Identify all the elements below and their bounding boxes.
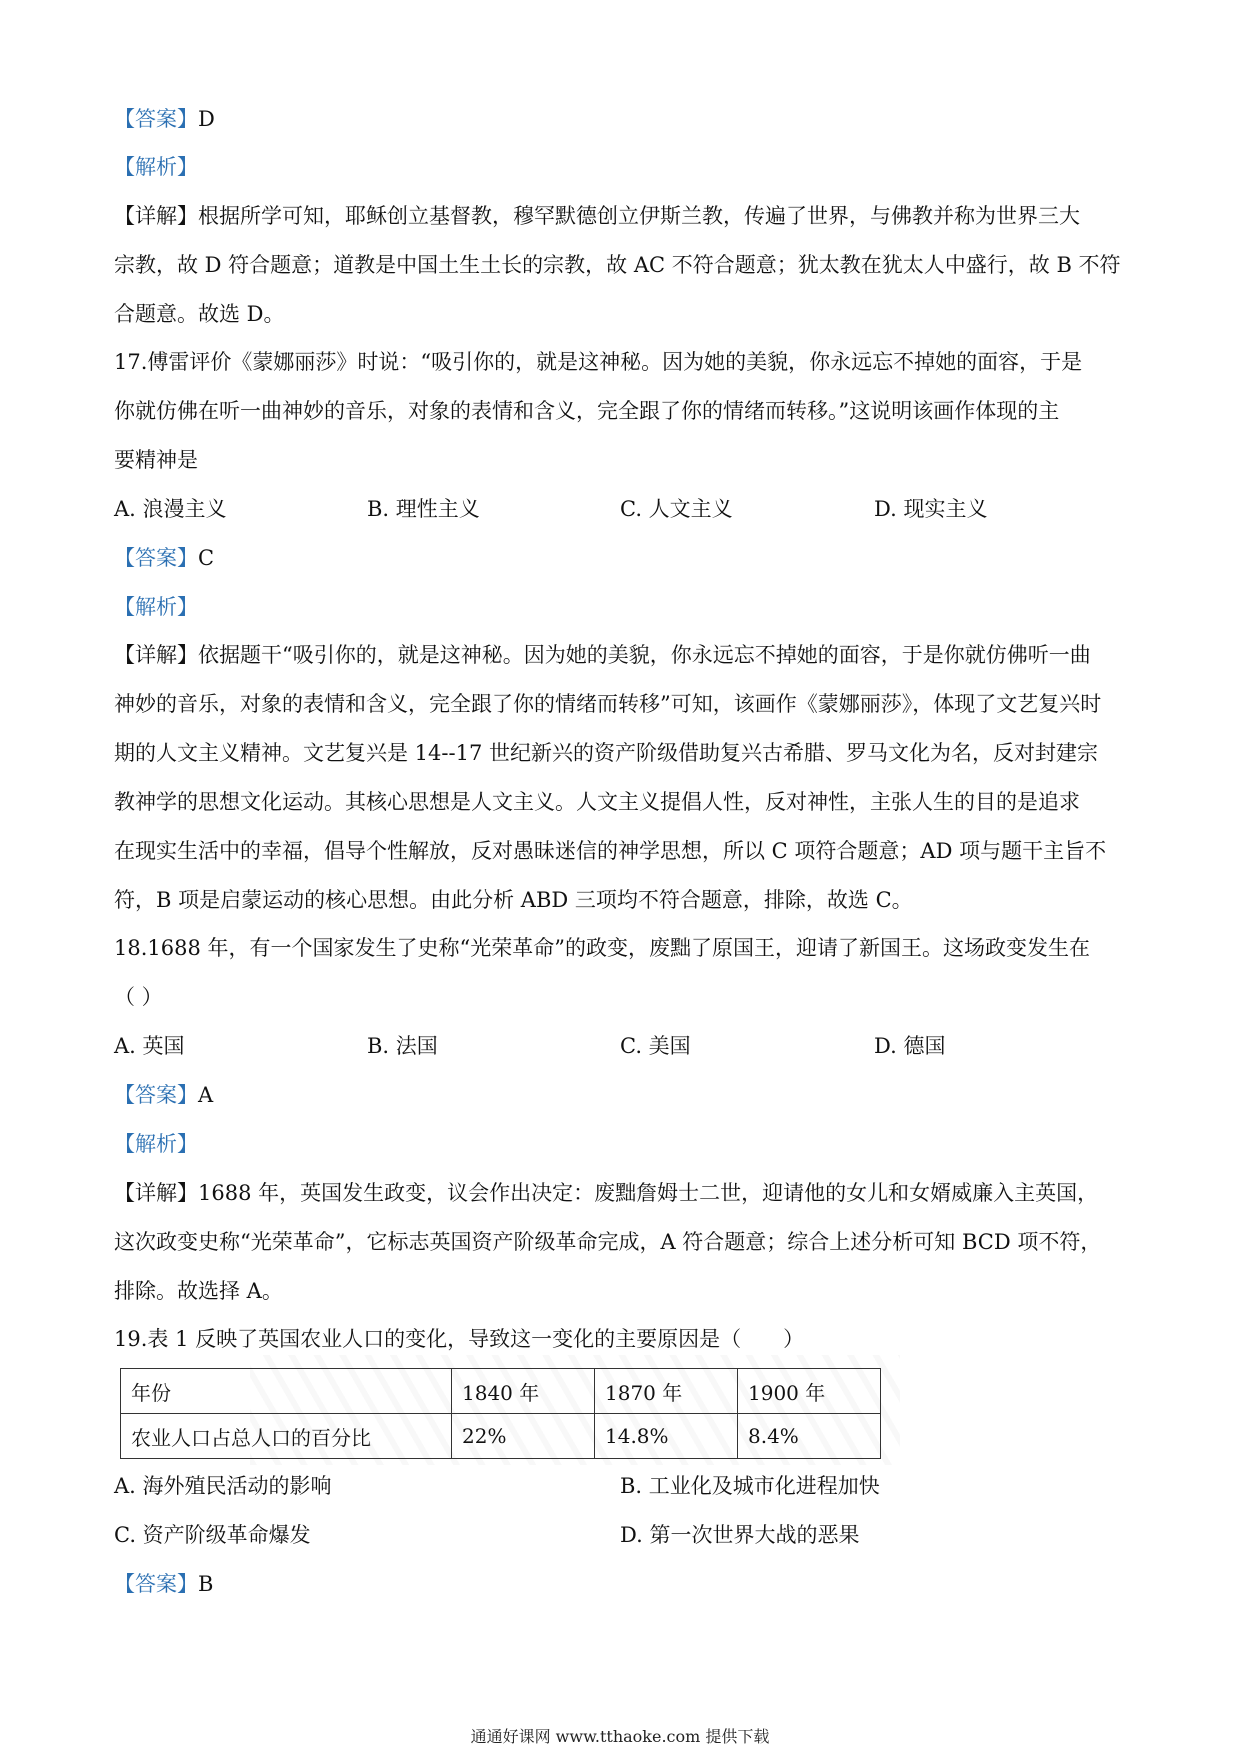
- q17-stem-line-3: 要精神是: [114, 448, 198, 472]
- q18-analysis-tag: [114, 1130, 198, 1158]
- answer-value: A: [198, 1083, 214, 1107]
- table-cell: 年份: [121, 1369, 452, 1414]
- q18-detail-line-2: 这次政变史称“光荣革命”，它标志英国资产阶级革命完成，A 符合题意；综合上述分析可知 BCD 项不符，: [114, 1230, 1102, 1254]
- q19-option-d: D. 第一次世界大战的恶果: [620, 1523, 860, 1547]
- q16-analysis-tag: [114, 153, 198, 181]
- q18-option-a: A. 英国: [114, 1034, 185, 1058]
- detail-tag: 【详解】: [114, 643, 198, 667]
- analysis-tag: 【解析】: [114, 1132, 198, 1156]
- q16-detail-line-1: [114, 202, 1080, 230]
- q19-option-a: A. 海外殖民活动的影响: [114, 1474, 332, 1498]
- q19-option-c: C. 资产阶级革命爆发: [114, 1523, 311, 1547]
- answer-tag: 【答案】: [114, 1083, 198, 1107]
- answer-tag: 【答案】: [114, 1572, 198, 1596]
- q16-detail-line-2: 宗教，故 D 符合题意；道教是中国土生土长的宗教，故 AC 不符合题意；犹太教在犹太人中盛行，故 B 不符: [114, 253, 1121, 277]
- q16-detail-line-3: 合题意。故选 D。: [114, 302, 285, 326]
- table-cell: 1870 年: [595, 1369, 738, 1414]
- q17-detail-line-4: 教神学的思想文化运动。其核心思想是人文主义。人文主义提倡人性，反对神性，主张人生的目的是追求: [114, 790, 1080, 814]
- q19-stem: 19.表 1 反映了英国农业人口的变化，导致这一变化的主要原因是（ ）: [114, 1327, 805, 1351]
- answer-tag: 【答案】: [114, 107, 198, 131]
- q17-detail-line-1: [114, 641, 1091, 669]
- q18-stem-line-2: （ ）: [114, 985, 163, 1009]
- detail-text: 依据题干“吸引你的，就是这神秘。因为她的美貌，你永远忘不掉她的面容，于是你就仿佛听一曲: [198, 643, 1091, 667]
- q17-option-b: B. 理性主义: [367, 497, 480, 521]
- table-cell: 22%: [452, 1414, 595, 1459]
- table-cell: 农业人口占总人口的百分比: [121, 1414, 452, 1459]
- detail-tag: 【详解】: [114, 1181, 198, 1205]
- q16-answer: [114, 105, 215, 133]
- q19-option-b: B. 工业化及城市化进程加快: [620, 1474, 880, 1498]
- q17-detail-line-6: 符，B 项是启蒙运动的核心思想。由此分析 ABD 三项均不符合题意，排除，故选 C。: [114, 888, 913, 912]
- q18-option-b: B. 法国: [367, 1034, 438, 1058]
- analysis-tag: 【解析】: [114, 595, 198, 619]
- q18-option-d: D. 德国: [874, 1034, 946, 1058]
- q17-option-d: D. 现实主义: [874, 497, 988, 521]
- q17-stem-line-2: 你就仿佛在听一曲神妙的音乐，对象的表情和含义，完全跟了你的情绪而转移。”这说明该画作体现的主: [114, 399, 1060, 423]
- q18-detail-line-1: [114, 1179, 1098, 1207]
- q17-detail-line-3: 期的人文主义精神。文艺复兴是 14--17 世纪新兴的资产阶级借助复兴古希腊、罗马文化为名，反对封建宗: [114, 741, 1098, 765]
- answer-value: B: [198, 1572, 214, 1596]
- q17-stem-line-1: 17.傅雷评价《蒙娜丽莎》时说：“吸引你的，就是这神秘。因为她的美貌，你永远忘不掉她的面容，于是: [114, 350, 1083, 374]
- table-cell: 1840 年: [452, 1369, 595, 1414]
- footer: 通通好课网 www.tthaoke.com 提供下载: [470, 1727, 770, 1746]
- answer-value: C: [198, 546, 215, 570]
- q17-detail-line-5: 在现实生活中的幸福，倡导个性解放，反对愚昧迷信的神学思想，所以 C 项符合题意；AD 项与题干主旨不: [114, 839, 1107, 863]
- analysis-tag: 【解析】: [114, 155, 198, 179]
- answer-tag: 【答案】: [114, 546, 198, 570]
- table-row: [121, 1414, 881, 1459]
- population-table: [120, 1368, 881, 1459]
- q17-detail-line-2: 神妙的音乐，对象的表情和含义，完全跟了你的情绪而转移”可知，该画作《蒙娜丽莎》，体现了文艺复兴时: [114, 692, 1102, 716]
- q17-option-c: C. 人文主义: [620, 497, 733, 521]
- table-cell: 1900 年: [738, 1369, 881, 1414]
- answer-value: D: [198, 107, 215, 131]
- q18-detail-line-3: 排除。故选择 A。: [114, 1279, 283, 1303]
- q18-option-c: C. 美国: [620, 1034, 691, 1058]
- q18-answer: [114, 1081, 213, 1109]
- table-row: [121, 1369, 881, 1414]
- q17-answer: [114, 544, 214, 572]
- table-cell: 8.4%: [738, 1414, 881, 1459]
- table-cell: 14.8%: [595, 1414, 738, 1459]
- q17-analysis-tag: [114, 593, 198, 621]
- detail-text: 根据所学可知，耶稣创立基督教，穆罕默德创立伊斯兰教，传遍了世界，与佛教并称为世界三大: [198, 204, 1080, 228]
- q18-stem-line-1: 18.1688 年，有一个国家发生了史称“光荣革命”的政变，废黜了原国王，迎请了新国王。这场政变发生在: [114, 936, 1090, 960]
- detail-tag: 【详解】: [114, 204, 198, 228]
- q17-option-a: A. 浪漫主义: [114, 497, 227, 521]
- detail-text: 1688 年，英国发生政变，议会作出决定：废黜詹姆士二世，迎请他的女儿和女婿威廉入主英国，: [198, 1181, 1099, 1205]
- q19-answer: [114, 1570, 213, 1598]
